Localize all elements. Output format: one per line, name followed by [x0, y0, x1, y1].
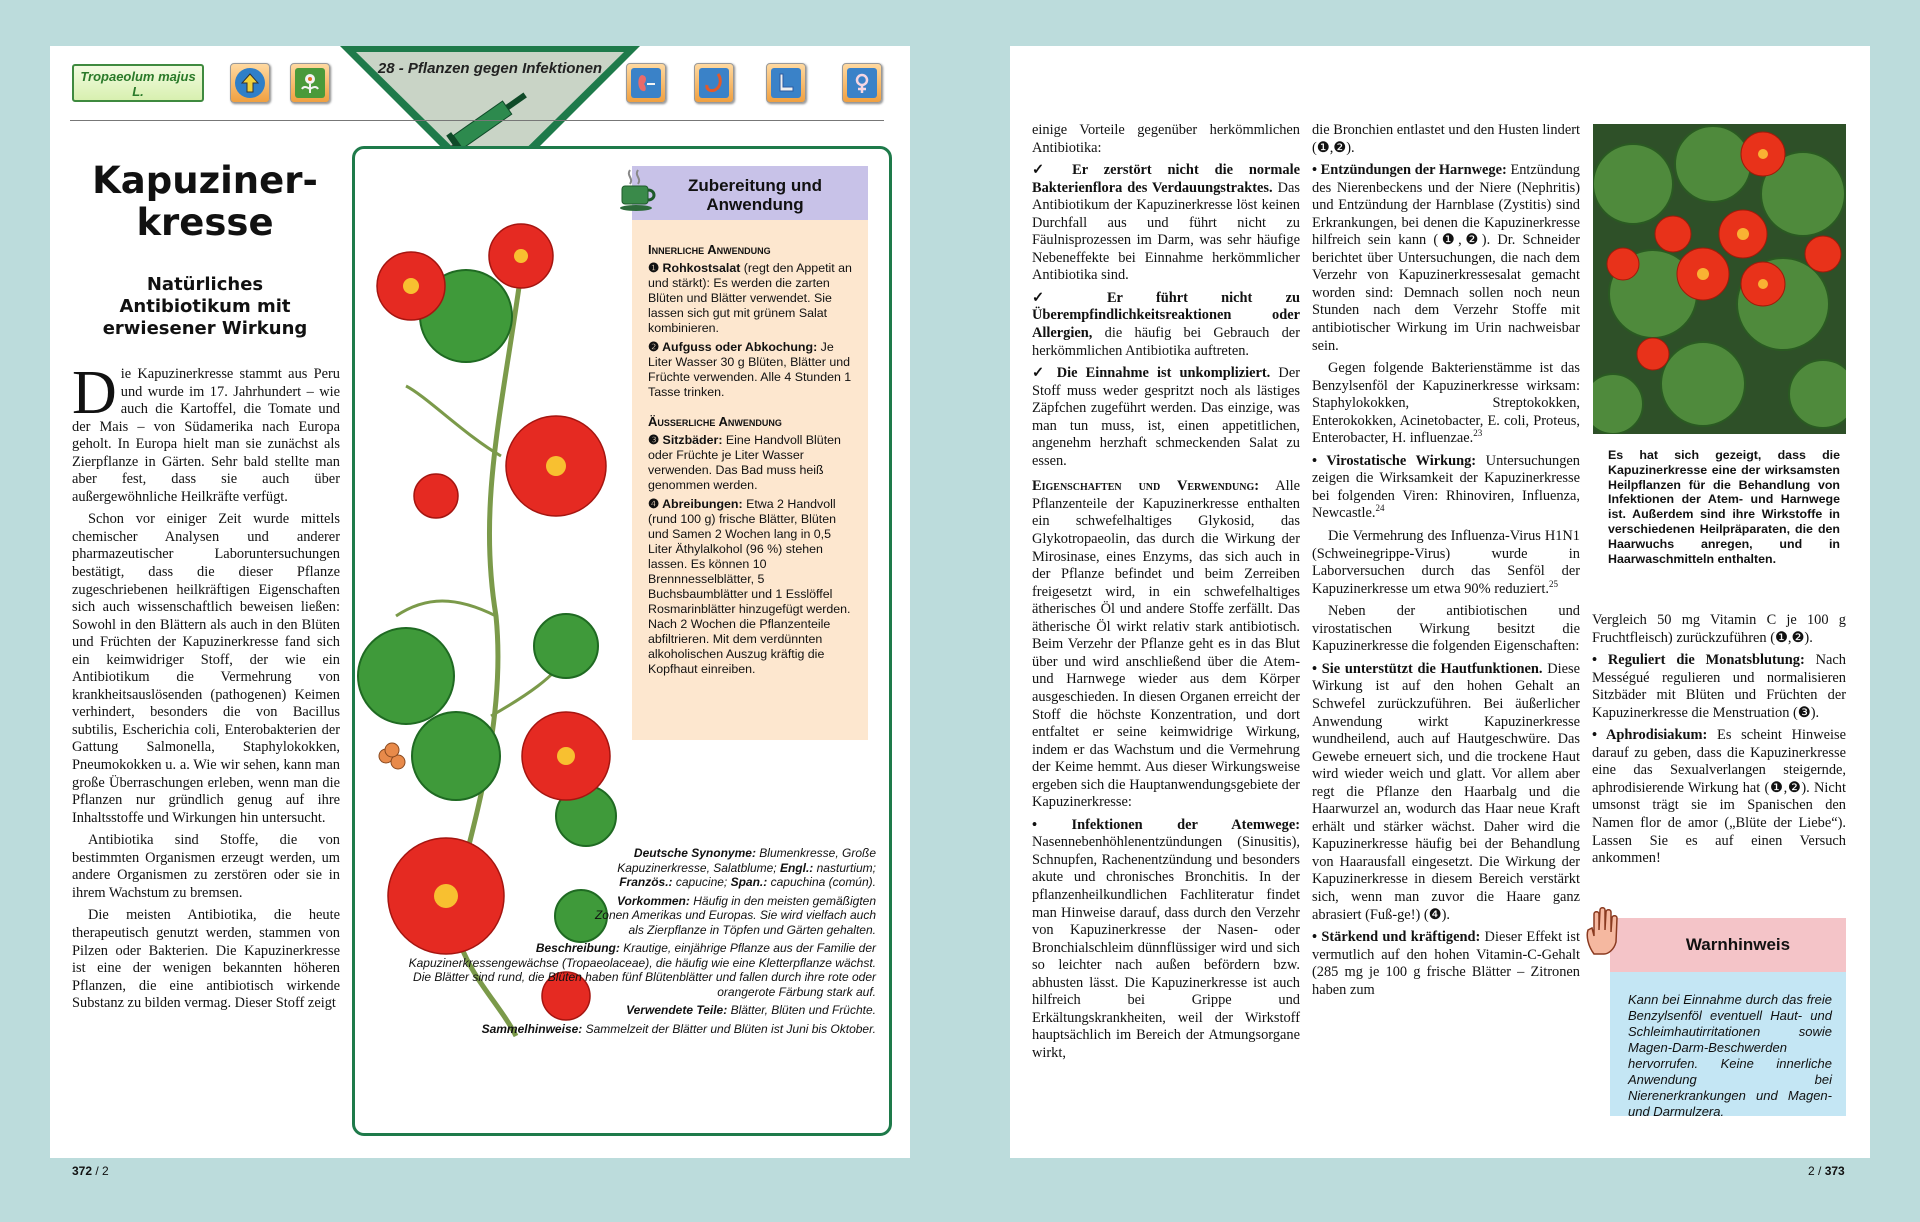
bullet-item: • Infektionen der Atemwege: Nasennebenhöhlenentzündungen (Sinusitis), Schnupfen, Rachenentzündung und besonders akute und chronisches Bronchitis. In der pflanzenheilkundlichen Fachliteratur findet man Hinweise darauf, dass durch den Verzehr von Kapuzinerkresse der Nasen- oder Bronchialschleim dünnflüssiger wird und sich so leichter nach außen befördern bzw. abhusten lässt. Die Kapuzinerkresse ist auch hilfreich bei Grippe und Erkältungskrankheiten, weil der Wirkstoff hauptsächlich im Bereich der Atmungsorgane wirkt,: [1032, 816, 1300, 1061]
text-column-1: [1032, 122, 1300, 1067]
paragraph: die Bronchien entlastet und den Husten lindert (❶,❷).: [1312, 122, 1580, 156]
plant-facts: [390, 846, 876, 1040]
paragraph: Antibiotika sind Stoffe, die von bestimmten Organismen erzeugt werden, um andere Organismen zu zerstören oder sie in ihrem Wachstum zu bremsen.: [72, 832, 340, 901]
paragraph: Die meisten Antibiotika, die heute therapeutisch genutzt werden, stammen von Pilzen oder Bakterien. Die Kapuzinerkresse ist eine der wenigen bekannten höheren Pflanzen, die eine antibiotisch wirkende Substanz zu bilden vermag. Dieser Stoff zeigt: [72, 907, 340, 1012]
bullet-item: ✓ Die Einnahme ist unkompliziert. Der Stoff muss weder gespritzt noch als lästiges Zäpfchen zugeführt werden. Das einzige, was man tun muss, ist, einen appetitlichen, angenehm herzhaft schmeckenden Salat zu essen.: [1032, 365, 1300, 469]
nasturtium-photo: [1593, 124, 1846, 434]
tea-cup-icon: [618, 168, 656, 212]
external-use-heading: Äusserliche Anwendung: [648, 414, 782, 429]
paragraph: Die Vermehrung des Influenza-Virus H1N1 (Schweinegrippe-Virus) wurde in Laborversuchen durch das Senföl der Kapuzinerkresse um etwa 90% reduziert.$^{25}$: [1312, 528, 1580, 597]
bullet-item: • Entzündungen der Harnwege: Entzündung des Nierenbeckens und der Niere (Nephritis) und Entzündung der Harnblase (Zystitis) sind Erkrankungen, bei denen die Kapuzinerkresse hilfreich sein kann (❶,❷). Dr. Schneider berichtet über Untersuchungen, die nach dem Verzehr von Kapuzinerkressesalat gemacht worden sind: Demnach sollen noch neun Stunden nach dem Verzehr Stoffe mit antibiotischer Wirkung im Urin nachweisbar sein.: [1312, 162, 1580, 354]
female-symbol-icon: [842, 63, 882, 103]
bullet-item: • Sie unterstützt die Hautfunktionen. Diese Wirkung ist auf den hohen Gehalt an Schwefel zurückzuführen. Bei äußerlicher Anwendung wirkt Kapuzinerkresse wundheilend, auch auf Hautgeschwüre. Das Gewebe erneuert sich, und die trockene Haut wird wieder weich und glatt. Vor allem aber regt die Pflanze den Haarbalg und die Haarwurzel an, wodurch das Haar neue Kraft erhält und stärker wächst. Daher wird die Kapuzinerkresse häufig bei der Behandlung von Haarausfall eingesetzt. Die Wirkung der Kapuzinerkresse in diesem Bereich verstärkt sich, wenn man zuvor die Haare ganz abrasiert (Fuß-ge!) (❹).: [1312, 660, 1580, 923]
botanical-name-badge: [72, 64, 204, 102]
preparation-box: [632, 220, 868, 740]
description: Beschreibung: Krautige, einjährige Pflanze aus der Familie der Kapuzinerkressengewächse (Tropaeolaceae), die häufig wie eine Kletterpflanze wächst. Die Blätter sind rund, die Blüten haben fünf Blütenblätter und fallen durch ihre rote oder orangerote Färbung stark auf.: [408, 941, 876, 999]
botanical-name: Tropaeolum majus L.: [80, 69, 196, 99]
bullet-item: ✓ Er führt nicht zu Überempfindlichkeitsreaktionen oder Allergien, die häufig bei Gebrauch der herkömmlichen Antibiotika auftreten.: [1032, 289, 1300, 359]
leg-icon: [766, 63, 806, 103]
paragraph: Neben der antibiotischen und virostatischen Wirkung besitzt die Kapuzinerkresse die folgenden Eigenschaften:: [1312, 603, 1580, 655]
preparation-title: Zubereitung und Anwendung: [687, 176, 823, 214]
preparation-item: ❸ Sitzbäder: Eine Handvoll Blüten oder Früchte je Liter Wasser verwenden. Das Bad muss heiß genommen werden.: [648, 433, 841, 492]
paragraph: Vergleich 50 mg Vitamin C je 100 g Fruchtfleisch) zurückzuführen (❶,❷).: [1592, 612, 1846, 646]
right-page: [1010, 46, 1870, 1158]
bullet-item: • Virostatische Wirkung: Untersuchungen zeigen die Wirksamkeit der Kapuzinerkresse bei folgenden Viren: Rhinoviren, Influenza, Newcastle.$^{24}$: [1312, 452, 1580, 522]
hand-warning-icon: [1584, 906, 1624, 956]
warning-header: [1610, 918, 1846, 972]
harvest-notes: Sammelhinweise: Sammelzeit der Blätter und Blüten ist Juni bis Oktober.: [481, 1021, 876, 1036]
intro-text-column: [72, 359, 340, 1018]
bullet-item: • Aphrodisiakum: Es scheint Hinweise darauf zu geben, dass die Kapuzinerkresse eine das Sexualverlangen steigernde, aphrodisierende Wirkung hat (❶,❷). Nicht umsonst trägt sie im Spanischen den Namen flor de amor („Blüte der Liebe“). Lassen Sie es auf einen Versuch ankommen!: [1592, 727, 1847, 867]
photo-caption: Es hat sich gezeigt, dass die Kapuzinerkresse eine der wirksamsten Heilpflanzen für die Behandlung von Infektionen der Atem- und Harnwege ist. Außerdem sind ihre Wirkstoffe in verschiedenen Heilpräparaten, die den Haarwuchs anregen, und in Haarwaschmitteln enthalten.: [1608, 448, 1840, 566]
header-divider: [70, 120, 884, 121]
category-label: 28 - Pflanzen gegen Infektionen: [377, 60, 603, 77]
paragraph: Eigenschaften und Verwendung: Alle Pflanzenteile der Kapuzinerkresse enthalten ein schwefelhaltiges Glykosid, das Glykotropaeolin, das durch die Wirkung der Mirosinase, eines Enzyms, das sich auch in der Pflanze befindet und beim Zerreiben freigesetzt wird, in ein schwefelhaltiges ätherisches Öl und andere Stoffe zerfällt. Das ätherische Öl wirkt relativ stark antibiotisch. Beim Verzehr der Pflanze geht es in das Blut über und wird anschließend über die Atem- und Harnwege wieder aus dem Körper ausgeschieden. In diesen Organen erreicht der Stoff die höchste Konzentration, und dort entfaltet er seine keimwidrige Wirkung, indem er das Wachstum und die Vermehrung der Keime hemmt. Aus dieser Wirkungsweise ergeben sich die Hauptanwendungsgebiete der Kapuzinerkresse:: [1032, 478, 1300, 811]
occurrence: Vorkommen: Häufig in den meisten gemäßigten Zonen Amerikas und Europas. Sie wird vielfach auch als Zierpflanze in Töpfen und Gärten gehalten.: [594, 893, 876, 937]
text-column-2: [1312, 122, 1580, 1004]
used-parts: Verwendete Teile: Blätter, Blüten und Früchte.: [626, 1003, 876, 1017]
stomach-icon: [694, 63, 734, 103]
left-page: [50, 46, 910, 1158]
arrow-up-icon: [230, 63, 270, 103]
kidney-icon: [626, 63, 666, 103]
bullet-item: • Reguliert die Monatsblutung: Nach Mességué regulieren und normalisieren Sitzbäder mit Blüten und Früchten der Kapuzinerkresse die Menstruation (❸).: [1592, 652, 1847, 721]
preparation-item: ❶ Rohkostsalat (regt den Appetit an und stärkt): Es werden die zarten Blüten und Blätter verwendet. Sie lassen sich gut mit grünem Salat kombinieren.: [648, 261, 852, 335]
warning-title: Warnhinweis: [1685, 935, 1791, 954]
drop-cap: D: [72, 359, 117, 427]
paragraph: einige Vorteile gegenüber herkömmlichen Antibiotika:: [1032, 122, 1300, 156]
bullet-item: ✓ Er zerstört nicht die normale Bakterienflora des Verdauungstraktes. Das Antibiotikum der Kapuzinerkresse löst keinen Durchfall aus und führt nicht zu Fäulnisprozessen im Darm, was sehr häufige Nebeneffekte bei Einnahme herkömmlicher Antibiotika sind.: [1032, 162, 1300, 284]
flower-icon: [290, 63, 330, 103]
page-number-left: 372 / 2: [72, 1164, 109, 1178]
paragraph: Die Kapuzinerkresse stammt aus Peru und wurde im 17. Jahrhundert – wie auch die Kartoffel, die Tomate und der Mais – von Südamerika nach Europa geholt. In Europa hielt man sie zunächst als Zierpflanze in Gärten. Sehr bald stellte man aber fest, dass sie auch über außergewöhnliche Heilkräfte verfügt.: [72, 359, 340, 505]
paragraph: Schon vor einiger Zeit wurde mittels chemischer Analysen und anderer pharmazeutischer Laboruntersuchungen bestätigt, dass die dieser Pflanze zugeschriebenen heilkräftigen Eigenschaften sich auch wissenschaftlich beweisen ließen: Sowohl in den Blättern als auch in den Blüten und Früchten der Kapuzinerkresse fand sich ein keimwidriger Stoff, der wie ein Antibiotikum die Vermehrung von krankheitsauslösenden (pathogenen) Keimen verhindert, besonders die von Bacillus subtilis, Escherichia coli, Enterobakterien der Gattung Salmonella, Staphylokokken, Pneumokokken u. a. Wie wir sehen, kann man große Überraschungen erleben, wenn man die Pflanzen nur gründlich genug auf ihre Inhaltsstoffe und Wirkungen hin untersucht.: [72, 511, 340, 826]
page-number-right: 2 / 373: [1808, 1164, 1845, 1178]
text-column-3: [1592, 612, 1846, 873]
internal-use-heading: Innerliche Anwendung: [648, 242, 771, 257]
warning-text: Kann bei Einnahme durch das freie Benzylsenföl eventuell Haut- und Schleimhautirritationen sowie Magen-Darm-Beschwerden hervorrufen. Keine innerliche Anwendung bei Nierenerkrankungen und Magen- und Darmulzera.: [1610, 972, 1846, 1116]
page-subtitle: Natürliches Antibiotikum mit erwiesener Wirkung: [102, 274, 308, 339]
preparation-item: ❷ Aufguss oder Abkochung: Je Liter Wasser 30 g Blüten, Blätter und Früchte verwenden. Alle 4 Stunden 1 Tasse trinken.: [648, 340, 852, 399]
bullet-item: • Stärkend und kräftigend: Dieser Effekt ist vermutlich auf den hohen Vitamin-C-Gehalt (285 mg je 100 g frische Blätter – Zitronen haben zum: [1312, 929, 1580, 998]
paragraph: Gegen folgende Bakterienstämme ist das Benzylsenföl der Kapuzinerkresse wirksam: Staphylokokken, Streptokokken, Enterokokken, Acinetobacter, E. coli, Proteus, Enterobacter, H. influenzae.$^{23}$: [1312, 360, 1580, 447]
synonyms: Deutsche Synonyme: Blumenkresse, Große Kapuzinerkresse, Salatblume; Engl.: nasturtium; Französ.: capucine; Span.: capuchina (común).: [617, 846, 876, 889]
preparation-header: [632, 166, 868, 220]
page-title: Kapuziner-kresse: [92, 159, 318, 244]
preparation-item: ❹ Abreibungen: Etwa 2 Handvoll (rund 100 g) frische Blätter, Blüten und Samen 2 Wochen lang in 0,5 Liter Äthylalkohol (96 %) stehen lassen. Es können 10 Brennnesselblätter, 5 Buchsbaumblätter und 1 Esslöffel Rosmarinblätter hinzugefügt werden. Nach 2 Wochen die Pflanzenteile abfiltrieren. Mit dem verdünnten alkoholischen Auszug kräftig die Kopfhaut einreiben.: [648, 497, 851, 676]
